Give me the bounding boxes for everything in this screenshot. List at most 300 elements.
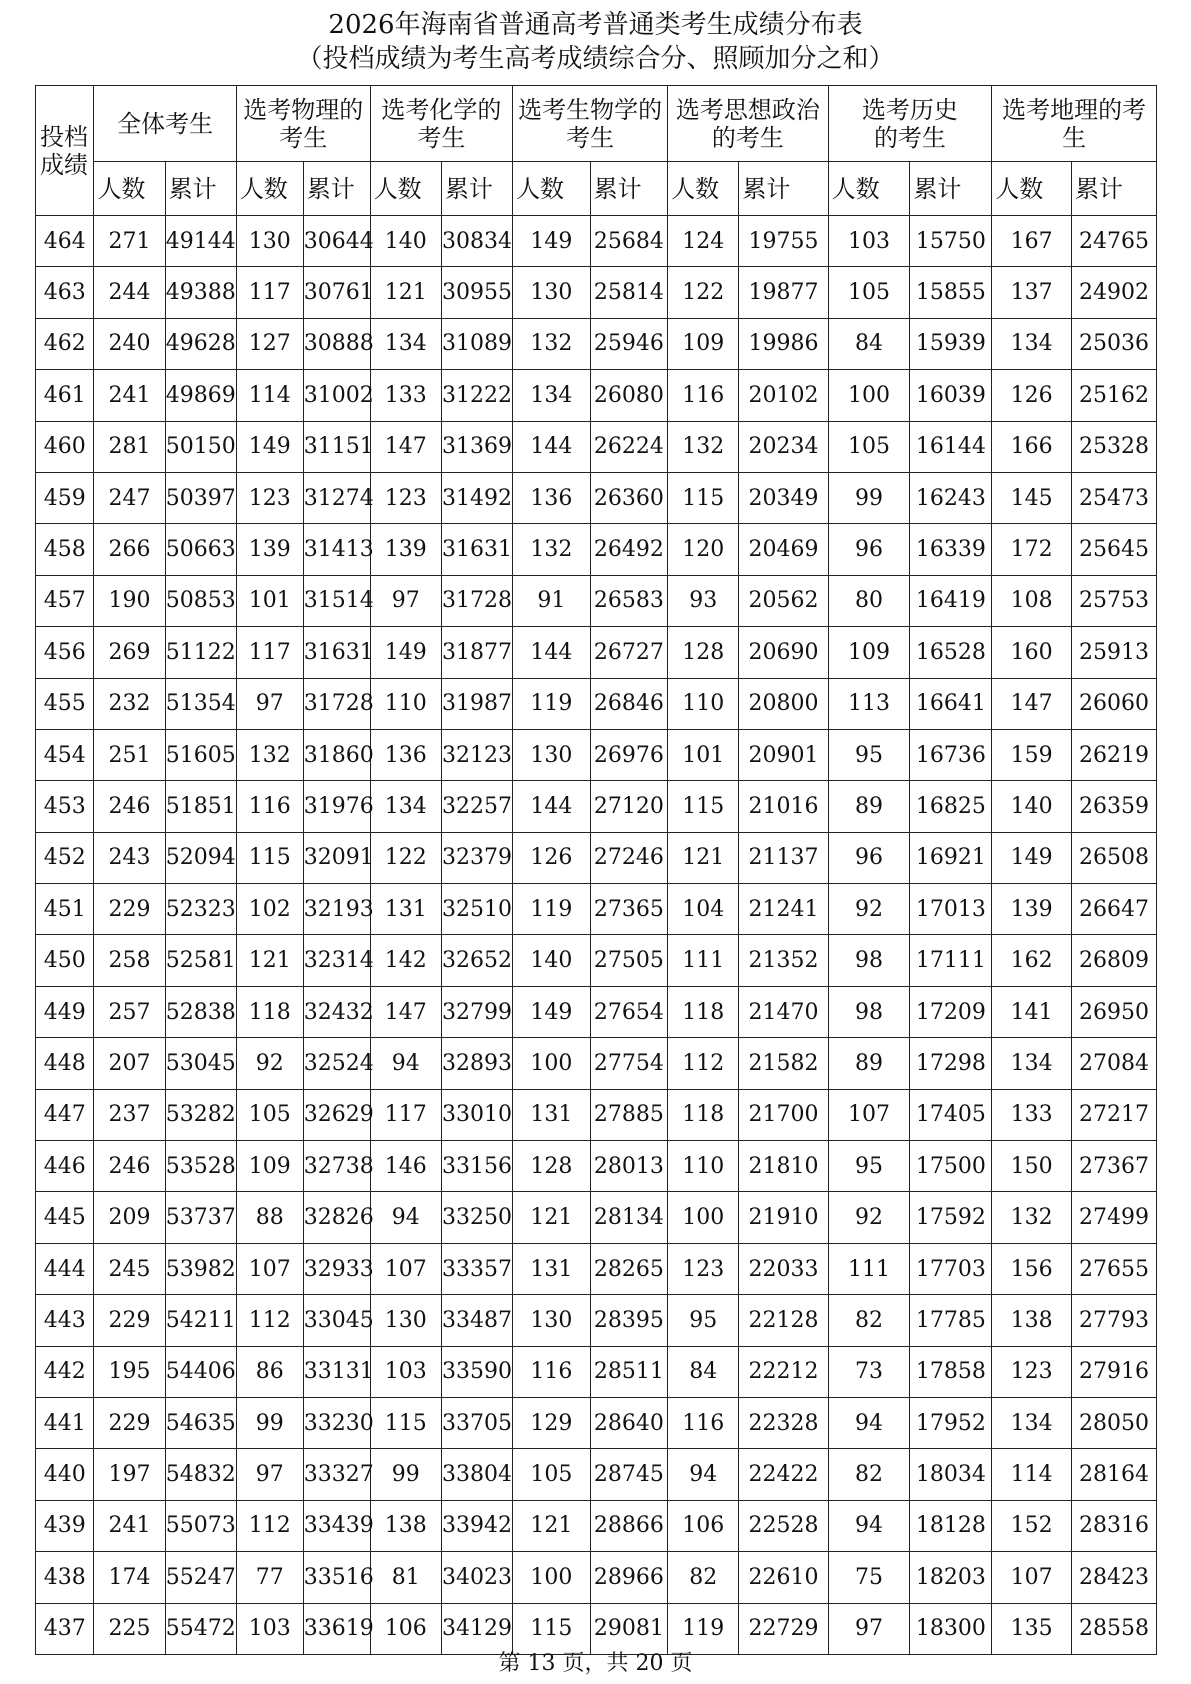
count-cell: 95 [828, 1141, 910, 1192]
count-cell: 95 [668, 1295, 739, 1346]
count-cell: 141 [992, 986, 1072, 1037]
count-cell: 112 [668, 1038, 739, 1089]
table-row [36, 884, 1157, 935]
score-cell: 462 [36, 318, 94, 369]
cumulative-cell: 31222 [441, 370, 512, 421]
cumulative-cell: 31002 [303, 370, 370, 421]
cumulative-cell: 25946 [590, 318, 668, 369]
count-cell: 240 [94, 318, 165, 369]
cumulative-cell: 16825 [910, 781, 992, 832]
cumulative-cell: 22033 [739, 1243, 828, 1294]
count-cell: 241 [94, 370, 165, 421]
cumulative-cell: 55472 [165, 1603, 236, 1654]
score-cell: 452 [36, 832, 94, 883]
cumulative-cell: 27655 [1071, 1243, 1156, 1294]
cumulative-cell: 21910 [739, 1192, 828, 1243]
cumulative-cell: 21470 [739, 986, 828, 1037]
score-cell: 437 [36, 1603, 94, 1654]
cumulative-cell: 28745 [590, 1449, 668, 1500]
count-cell: 144 [513, 627, 591, 678]
score-cell: 441 [36, 1397, 94, 1448]
count-cell: 132 [513, 524, 591, 575]
count-cell: 88 [236, 1192, 303, 1243]
cumulative-cell: 52581 [165, 935, 236, 986]
count-cell: 82 [668, 1552, 739, 1603]
subheader-count: 人数 [668, 162, 739, 216]
cumulative-cell: 16419 [910, 575, 992, 626]
count-cell: 121 [668, 832, 739, 883]
score-cell: 454 [36, 729, 94, 780]
count-cell: 132 [992, 1192, 1072, 1243]
count-cell: 134 [370, 781, 441, 832]
cumulative-cell: 55247 [165, 1552, 236, 1603]
count-cell: 140 [992, 781, 1072, 832]
count-cell: 132 [513, 318, 591, 369]
cumulative-cell: 32652 [441, 935, 512, 986]
cumulative-cell: 25753 [1071, 575, 1156, 626]
cumulative-cell: 17111 [910, 935, 992, 986]
count-cell: 118 [668, 1089, 739, 1140]
cumulative-cell: 20690 [739, 627, 828, 678]
score-cell: 449 [36, 986, 94, 1037]
count-cell: 124 [668, 216, 739, 267]
count-cell: 119 [513, 678, 591, 729]
cumulative-cell: 17858 [910, 1346, 992, 1397]
count-cell: 93 [668, 575, 739, 626]
cumulative-cell: 33045 [303, 1295, 370, 1346]
count-cell: 92 [236, 1038, 303, 1089]
cumulative-cell: 32314 [303, 935, 370, 986]
cumulative-cell: 16736 [910, 729, 992, 780]
count-cell: 103 [828, 216, 910, 267]
count-cell: 98 [828, 986, 910, 1037]
cumulative-cell: 33131 [303, 1346, 370, 1397]
cumulative-cell: 21810 [739, 1141, 828, 1192]
cumulative-cell: 26224 [590, 421, 668, 472]
cumulative-cell: 19755 [739, 216, 828, 267]
table-row [36, 524, 1157, 575]
count-cell: 105 [236, 1089, 303, 1140]
count-cell: 121 [513, 1500, 591, 1551]
subheader-cumulative: 累计 [739, 162, 828, 216]
subheader-count: 人数 [370, 162, 441, 216]
count-cell: 77 [236, 1552, 303, 1603]
group-header-chemistry: 选考化学的考生 [370, 86, 512, 162]
cumulative-cell: 16039 [910, 370, 992, 421]
cumulative-cell: 24765 [1071, 216, 1156, 267]
count-cell: 146 [370, 1141, 441, 1192]
table-row [36, 729, 1157, 780]
cumulative-cell: 49628 [165, 318, 236, 369]
subheader-count: 人数 [828, 162, 910, 216]
group-header-physics: 选考物理的考生 [236, 86, 370, 162]
cumulative-cell: 55073 [165, 1500, 236, 1551]
cumulative-cell: 17500 [910, 1141, 992, 1192]
count-cell: 172 [992, 524, 1072, 575]
table-row [36, 832, 1157, 883]
count-cell: 115 [370, 1397, 441, 1448]
cumulative-cell: 28966 [590, 1552, 668, 1603]
subheader-count: 人数 [236, 162, 303, 216]
count-cell: 131 [513, 1089, 591, 1140]
cumulative-cell: 30955 [441, 267, 512, 318]
count-cell: 119 [513, 884, 591, 935]
count-cell: 197 [94, 1449, 165, 1500]
cumulative-cell: 33230 [303, 1397, 370, 1448]
table-header [36, 86, 1157, 216]
cumulative-cell: 25162 [1071, 370, 1156, 421]
cumulative-cell: 17405 [910, 1089, 992, 1140]
cumulative-cell: 17298 [910, 1038, 992, 1089]
table-row [36, 986, 1157, 1037]
cumulative-cell: 31976 [303, 781, 370, 832]
count-cell: 97 [828, 1603, 910, 1654]
cumulative-cell: 26583 [590, 575, 668, 626]
cumulative-cell: 27754 [590, 1038, 668, 1089]
cumulative-cell: 32193 [303, 884, 370, 935]
page-subtitle: （投档成绩为考生高考成绩综合分、照顾加分之和） [296, 44, 895, 74]
score-column-header: 投档成绩 [36, 86, 94, 216]
score-cell: 450 [36, 935, 94, 986]
count-cell: 115 [513, 1603, 591, 1654]
count-cell: 145 [992, 472, 1072, 523]
cumulative-cell: 30834 [441, 216, 512, 267]
count-cell: 130 [236, 216, 303, 267]
count-cell: 97 [236, 1449, 303, 1500]
cumulative-cell: 27499 [1071, 1192, 1156, 1243]
count-cell: 89 [828, 1038, 910, 1089]
cumulative-cell: 26976 [590, 729, 668, 780]
count-cell: 159 [992, 729, 1072, 780]
cumulative-cell: 27916 [1071, 1346, 1156, 1397]
count-cell: 167 [992, 216, 1072, 267]
cumulative-cell: 51605 [165, 729, 236, 780]
count-cell: 247 [94, 472, 165, 523]
count-cell: 237 [94, 1089, 165, 1140]
cumulative-cell: 50853 [165, 575, 236, 626]
count-cell: 139 [236, 524, 303, 575]
table-row [36, 678, 1157, 729]
count-cell: 133 [370, 370, 441, 421]
cumulative-cell: 54406 [165, 1346, 236, 1397]
count-cell: 110 [370, 678, 441, 729]
count-cell: 149 [992, 832, 1072, 883]
count-cell: 84 [668, 1346, 739, 1397]
count-cell: 106 [668, 1500, 739, 1551]
table-row [36, 1192, 1157, 1243]
cumulative-cell: 26060 [1071, 678, 1156, 729]
score-cell: 464 [36, 216, 94, 267]
cumulative-cell: 30644 [303, 216, 370, 267]
count-cell: 122 [370, 832, 441, 883]
count-cell: 92 [828, 884, 910, 935]
cumulative-cell: 28640 [590, 1397, 668, 1448]
cumulative-cell: 51354 [165, 678, 236, 729]
cumulative-cell: 22128 [739, 1295, 828, 1346]
cumulative-cell: 33619 [303, 1603, 370, 1654]
count-cell: 100 [828, 370, 910, 421]
cumulative-cell: 24902 [1071, 267, 1156, 318]
cumulative-cell: 31860 [303, 729, 370, 780]
count-cell: 117 [236, 627, 303, 678]
score-cell: 457 [36, 575, 94, 626]
count-cell: 147 [370, 421, 441, 472]
cumulative-cell: 28423 [1071, 1552, 1156, 1603]
cumulative-cell: 26080 [590, 370, 668, 421]
score-cell: 455 [36, 678, 94, 729]
cumulative-cell: 27367 [1071, 1141, 1156, 1192]
cumulative-cell: 31987 [441, 678, 512, 729]
cumulative-cell: 26846 [590, 678, 668, 729]
count-cell: 257 [94, 986, 165, 1037]
count-cell: 112 [236, 1295, 303, 1346]
count-cell: 116 [236, 781, 303, 832]
count-cell: 149 [513, 986, 591, 1037]
cumulative-cell: 27217 [1071, 1089, 1156, 1140]
count-cell: 96 [828, 524, 910, 575]
cumulative-cell: 22729 [739, 1603, 828, 1654]
count-cell: 131 [513, 1243, 591, 1294]
count-cell: 126 [992, 370, 1072, 421]
count-cell: 103 [370, 1346, 441, 1397]
count-cell: 109 [236, 1141, 303, 1192]
cumulative-cell: 52094 [165, 832, 236, 883]
count-cell: 166 [992, 421, 1072, 472]
count-cell: 271 [94, 216, 165, 267]
cumulative-cell: 20800 [739, 678, 828, 729]
count-cell: 266 [94, 524, 165, 575]
count-cell: 147 [992, 678, 1072, 729]
cumulative-cell: 25814 [590, 267, 668, 318]
cumulative-cell: 28866 [590, 1500, 668, 1551]
count-cell: 225 [94, 1603, 165, 1654]
count-cell: 139 [370, 524, 441, 575]
count-cell: 128 [668, 627, 739, 678]
count-cell: 130 [370, 1295, 441, 1346]
score-distribution-table-wrapper [35, 85, 1157, 1655]
cumulative-cell: 30761 [303, 267, 370, 318]
count-cell: 130 [513, 267, 591, 318]
count-cell: 123 [236, 472, 303, 523]
cumulative-cell: 33942 [441, 1500, 512, 1551]
cumulative-cell: 20901 [739, 729, 828, 780]
cumulative-cell: 52323 [165, 884, 236, 935]
table-row [36, 1500, 1157, 1551]
cumulative-cell: 15855 [910, 267, 992, 318]
cumulative-cell: 32629 [303, 1089, 370, 1140]
count-cell: 118 [236, 986, 303, 1037]
cumulative-cell: 53737 [165, 1192, 236, 1243]
count-cell: 246 [94, 1141, 165, 1192]
cumulative-cell: 17785 [910, 1295, 992, 1346]
group-header-history: 选考历史 的考生 [828, 86, 992, 162]
cumulative-cell: 32933 [303, 1243, 370, 1294]
cumulative-cell: 27654 [590, 986, 668, 1037]
cumulative-cell: 33010 [441, 1089, 512, 1140]
score-cell: 453 [36, 781, 94, 832]
count-cell: 144 [513, 421, 591, 472]
count-cell: 207 [94, 1038, 165, 1089]
count-cell: 195 [94, 1346, 165, 1397]
cumulative-cell: 17703 [910, 1243, 992, 1294]
count-cell: 136 [370, 729, 441, 780]
cumulative-cell: 25645 [1071, 524, 1156, 575]
count-cell: 140 [370, 216, 441, 267]
score-cell: 444 [36, 1243, 94, 1294]
count-cell: 113 [828, 678, 910, 729]
page-number-text: 第 13 页，共 20 页 [498, 1651, 693, 1676]
cumulative-cell: 32524 [303, 1038, 370, 1089]
cumulative-cell: 27505 [590, 935, 668, 986]
cumulative-cell: 52838 [165, 986, 236, 1037]
count-cell: 138 [370, 1500, 441, 1551]
count-cell: 115 [236, 832, 303, 883]
count-cell: 135 [992, 1603, 1072, 1654]
count-cell: 137 [992, 267, 1072, 318]
count-cell: 109 [828, 627, 910, 678]
table-row [36, 935, 1157, 986]
cumulative-cell: 19877 [739, 267, 828, 318]
count-cell: 243 [94, 832, 165, 883]
table-header-row-subheaders [36, 162, 1157, 216]
count-cell: 94 [828, 1500, 910, 1551]
cumulative-cell: 26950 [1071, 986, 1156, 1037]
count-cell: 209 [94, 1192, 165, 1243]
count-cell: 132 [236, 729, 303, 780]
cumulative-cell: 16921 [910, 832, 992, 883]
cumulative-cell: 17592 [910, 1192, 992, 1243]
count-cell: 121 [236, 935, 303, 986]
count-cell: 95 [828, 729, 910, 780]
cumulative-cell: 18128 [910, 1500, 992, 1551]
cumulative-cell: 20562 [739, 575, 828, 626]
cumulative-cell: 28050 [1071, 1397, 1156, 1448]
cumulative-cell: 17209 [910, 986, 992, 1037]
count-cell: 229 [94, 884, 165, 935]
cumulative-cell: 16144 [910, 421, 992, 472]
cumulative-cell: 26360 [590, 472, 668, 523]
table-row [36, 781, 1157, 832]
score-cell: 446 [36, 1141, 94, 1192]
group-header-all-students: 全体考生 [94, 86, 236, 162]
cumulative-cell: 21016 [739, 781, 828, 832]
cumulative-cell: 31151 [303, 421, 370, 472]
count-cell: 99 [370, 1449, 441, 1500]
subheader-cumulative: 累计 [590, 162, 668, 216]
count-cell: 80 [828, 575, 910, 626]
count-cell: 121 [513, 1192, 591, 1243]
document-header [0, 8, 1191, 76]
score-cell: 442 [36, 1346, 94, 1397]
table-row [36, 575, 1157, 626]
cumulative-cell: 50150 [165, 421, 236, 472]
cumulative-cell: 28395 [590, 1295, 668, 1346]
score-cell: 459 [36, 472, 94, 523]
table-row [36, 1038, 1157, 1089]
count-cell: 104 [668, 884, 739, 935]
count-cell: 123 [668, 1243, 739, 1294]
count-cell: 96 [828, 832, 910, 883]
count-cell: 86 [236, 1346, 303, 1397]
cumulative-cell: 33516 [303, 1552, 370, 1603]
cumulative-cell: 25684 [590, 216, 668, 267]
count-cell: 120 [668, 524, 739, 575]
cumulative-cell: 33250 [441, 1192, 512, 1243]
count-cell: 156 [992, 1243, 1072, 1294]
count-cell: 174 [94, 1552, 165, 1603]
count-cell: 245 [94, 1243, 165, 1294]
count-cell: 101 [236, 575, 303, 626]
cumulative-cell: 16243 [910, 472, 992, 523]
cumulative-cell: 54832 [165, 1449, 236, 1500]
count-cell: 111 [668, 935, 739, 986]
cumulative-cell: 18203 [910, 1552, 992, 1603]
count-cell: 100 [668, 1192, 739, 1243]
cumulative-cell: 32799 [441, 986, 512, 1037]
count-cell: 92 [828, 1192, 910, 1243]
count-cell: 94 [828, 1397, 910, 1448]
cumulative-cell: 18034 [910, 1449, 992, 1500]
cumulative-cell: 32826 [303, 1192, 370, 1243]
subheader-cumulative: 累计 [441, 162, 512, 216]
cumulative-cell: 31514 [303, 575, 370, 626]
cumulative-cell: 18300 [910, 1603, 992, 1654]
cumulative-cell: 28316 [1071, 1500, 1156, 1551]
count-cell: 136 [513, 472, 591, 523]
count-cell: 73 [828, 1346, 910, 1397]
cumulative-cell: 28164 [1071, 1449, 1156, 1500]
count-cell: 107 [370, 1243, 441, 1294]
cumulative-cell: 26219 [1071, 729, 1156, 780]
cumulative-cell: 33327 [303, 1449, 370, 1500]
count-cell: 112 [236, 1500, 303, 1551]
cumulative-cell: 26508 [1071, 832, 1156, 883]
count-cell: 241 [94, 1500, 165, 1551]
cumulative-cell: 21241 [739, 884, 828, 935]
count-cell: 94 [668, 1449, 739, 1500]
cumulative-cell: 27120 [590, 781, 668, 832]
score-cell: 440 [36, 1449, 94, 1500]
table-row [36, 1449, 1157, 1500]
cumulative-cell: 28265 [590, 1243, 668, 1294]
count-cell: 110 [668, 678, 739, 729]
cumulative-cell: 32738 [303, 1141, 370, 1192]
count-cell: 150 [992, 1141, 1072, 1192]
page-footer [0, 1650, 1191, 1678]
cumulative-cell: 26492 [590, 524, 668, 575]
count-cell: 258 [94, 935, 165, 986]
score-cell: 443 [36, 1295, 94, 1346]
score-cell: 439 [36, 1500, 94, 1551]
count-cell: 82 [828, 1295, 910, 1346]
cumulative-cell: 25913 [1071, 627, 1156, 678]
cumulative-cell: 53282 [165, 1089, 236, 1140]
table-row [36, 318, 1157, 369]
count-cell: 108 [992, 575, 1072, 626]
count-cell: 119 [668, 1603, 739, 1654]
cumulative-cell: 17952 [910, 1397, 992, 1448]
cumulative-cell: 34023 [441, 1552, 512, 1603]
cumulative-cell: 16528 [910, 627, 992, 678]
count-cell: 116 [513, 1346, 591, 1397]
cumulative-cell: 22528 [739, 1500, 828, 1551]
cumulative-cell: 27084 [1071, 1038, 1156, 1089]
cumulative-cell: 25473 [1071, 472, 1156, 523]
cumulative-cell: 31413 [303, 524, 370, 575]
count-cell: 134 [992, 318, 1072, 369]
cumulative-cell: 27885 [590, 1089, 668, 1140]
table-body [36, 216, 1157, 1655]
